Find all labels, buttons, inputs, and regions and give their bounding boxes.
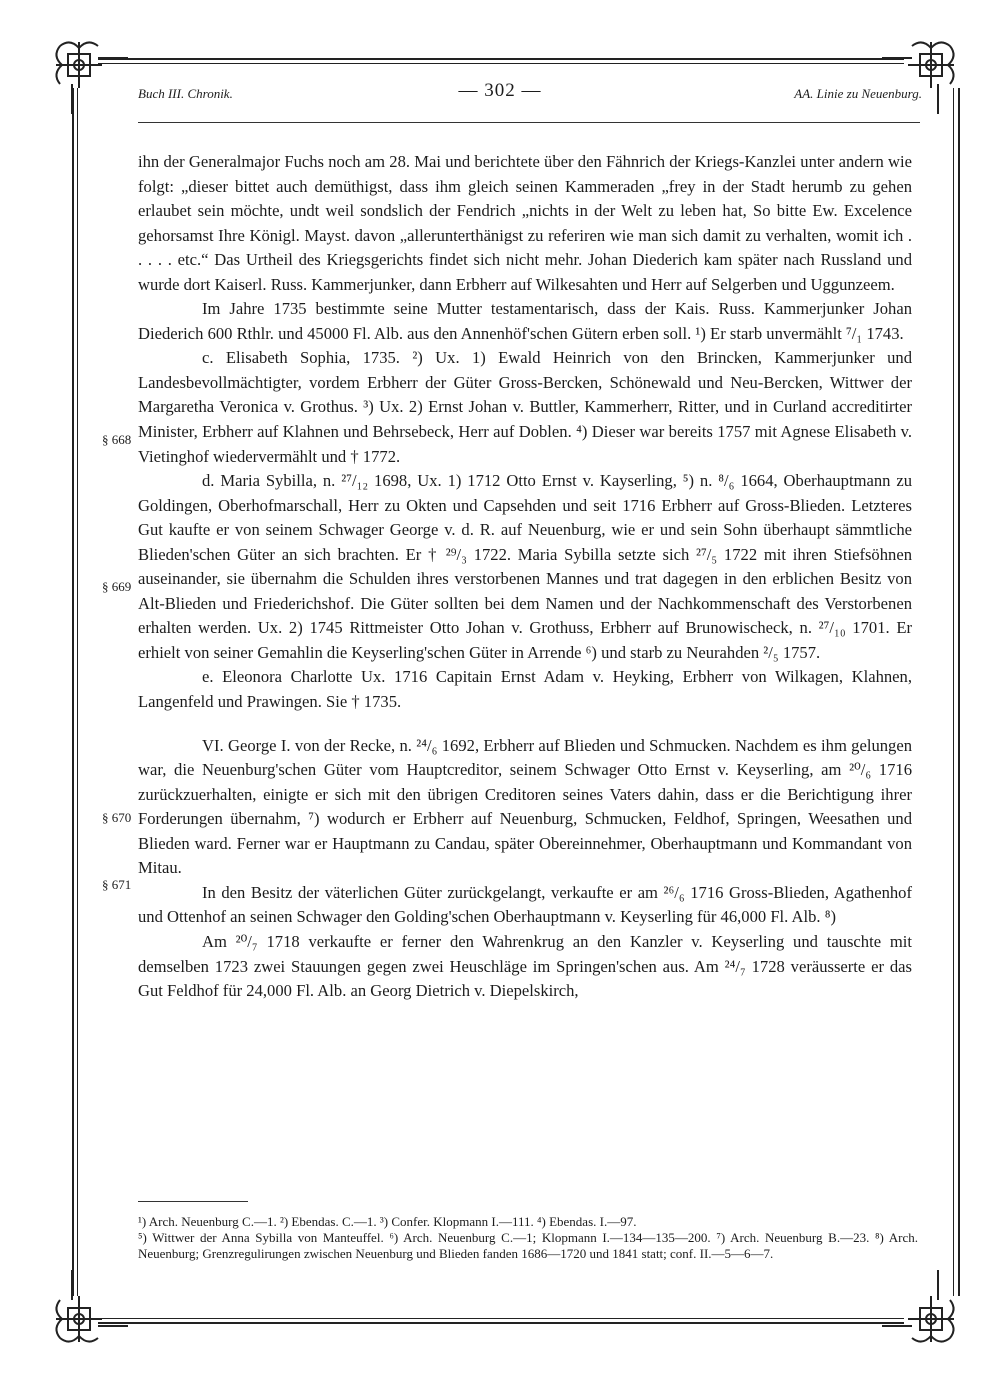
body-text (138, 150, 912, 1004)
frame-right-line (958, 88, 960, 1296)
frame-right-line-inner (953, 88, 954, 1296)
entry-george-von-der-recke: VI. George I. von der Recke, n. ²⁴/₆ 1692, Erbherr auf Blieden und Schmucken. Nachdem es ihm gelungen war, die Neuenburg'schen Güter vom Hauptcreditor, seinem Schwager Otto Ernst v. Keyserling, am ²⁰/₆ 1716 zurückzuerhalten, einigte er sich mit den übrigen Creditoren seines Vaters dahin, dass er die Berichtigung ihrer Forderungen übernahm, ⁷) wodurch er Erbherr auf Neuenburg, Schmucken, Feldhof, Springen, Weesathen und Blieden ward. Ferner war er Hauptmann zu Candau, später Obereinnehmer, Oberhauptmann und Kommandant von Mitau. (138, 735, 912, 878)
page-number: — 302 — (458, 80, 542, 101)
paragraph-wahrenkrug: Am ²⁰/₇ 1718 verkaufte er ferner den Wahrenkrug an den Kanzler v. Keyserling und tauschte mit demselben 1723 zwei Stauungen gegen zwei Heuschläge im Springen'schen aus. Am ²⁴/₇ 1728 veräusserte er das Gut Feldhof für 24,000 Fl. Alb. an Georg Dietrich v. Diepelskirch, (138, 931, 912, 1001)
entry-elisabeth-sophia: c. Elisabeth Sophia, 1735. ²) Ux. 1) Ewald Heinrich von den Brincken, Kammerjunker und Landesbevollmächtigter, vordem Erbherr der Güter Gross-Bercken, Schönewald und Neu-Bercken, Wittwer der Margaretha Veronica v. Grothus. ³) Ux. 2) Ernst Johan v. Buttler, Kammerherr, Ritter, und in Curland accreditirter Minister, Erbherr auf Klahnen und Behrsebeck, Herr auf Doblen. ⁴) Dieser war bereits 1757 mit Agnese Elisabeth v. Vietinghof wiedervermählt und † 1772. (138, 348, 912, 466)
corner-ornament-top-right (880, 36, 960, 116)
entry-eleonora-charlotte: e. Eleonora Charlotte Ux. 1716 Capitain Ernst Adam v. Heyking, Erbherr von Wilkagen, Klahnen, Langenfeld und Prawingen. Sie † 1735. (138, 667, 912, 712)
margin-note-671: § 671 (102, 877, 132, 892)
corner-ornament-top-left (50, 36, 130, 116)
footnote-rule (138, 1201, 248, 1202)
footnote-line-1: ¹) Arch. Neuenburg C.—1. ²) Ebendas. C.—1. ³) Confer. Klopmann I.—111. ⁴) Ebendas. I.—97. (138, 1214, 637, 1229)
paragraph-continuation: ihn der Generalmajor Fuchs noch am 28. Mai und berichtete über den Fähnrich der Kriegs-Kanzlei unter andern wie folgt: „dieser bittet auch demüthigst, dass ihm gleich seinen Kammeraden „frey in der Stadt herumb zu gehen erlaubet sein möchte, undt weil sondslich der Fendrich „nichts in der Welt zu leben hat, So bitte Ew. Excelence gehorsamst Ihre Königl. Mayst. davon „allerunterthänigst zu referiren wie man sich damit zu verhalten, womit ich . . . . . etc.“ Das Urtheil des Kriegsgerichts findet sich nicht mehr. Johan Diederich kam später nach Russland und wurde dort Kaiserl. Russ. Kammerjunker, dann Erbherr auf Wilkesahten und Herr auf Selgerben und Uggunzeem. (138, 152, 912, 294)
corner-ornament-bottom-left (50, 1268, 130, 1348)
margin-note-668: § 668 (102, 432, 132, 447)
frame-left-line (72, 88, 74, 1296)
frame-bottom-line-inner (98, 1318, 904, 1319)
frame-bottom-line (98, 1322, 904, 1324)
frame-top-line (98, 58, 904, 60)
entry-maria-sybilla: d. Maria Sybilla, n. ²⁷/₁₂ 1698, Ux. 1) 1712 Otto Ernst v. Kayserling, ⁵) n. ⁸/₆ 1664, Oberhauptmann zu Goldingen, Oberhofmarschall, Herr zu Okten und Capsehden und seit 1716 Erbherr auf Gross-Blieden. Letzteres Gut kaufte er von seinem Schwager George v. d. R. auf Neuenburg, wie er und sein Sohn überhaupt sämmtliche Blieden'schen Güter an sich brachten. Er † ²⁹/₃ 1722. Maria Sybilla setzte sich ²⁷/₅ 1722 mit ihren Stiefsöhnen auseinander, sie übernahm die Schulden ihres verstorbenen Mannes und trat dagegen in den erblichen Besitz von Alt-Blieden und Friederichshof. Die Güter sollten bei dem Namen und der Nachkommenschaft des Verstorbenen erhalten werden. Ux. 2) 1745 Rittmeister Otto Johan v. Grothuss, Erbherr auf Brunowischeck, n. ²⁷/₁₀ 1701. Er erhielt von seiner Gemahlin die Keyserling'schen Güter in Arrende ⁶) und starb zu Neurahden ²/₅ 1757. (138, 471, 912, 662)
paragraph-testament: Im Jahre 1735 bestimmte seine Mutter testamentarisch, dass der Kais. Russ. Kammerjunker Johan Diederich 600 Rthlr. und 45000 Fl. Alb. aus den Annenhöf'schen Gütern erben soll. ¹) Er starb unvermählt ⁷/₁ 1743. (138, 299, 912, 343)
running-head-right: AA. Linie zu Neuenburg. (794, 86, 922, 101)
paragraph-gueter-verkauf: In den Besitz der väterlichen Güter zurückgelangt, verkaufte er am ²⁶/₆ 1716 Gross-Blieden, Agathenhof und Ottenhof an seinen Schwager den Golding'schen Oberhauptmann v. Keyserling für 46,000 Fl. Alb. ⁸) (138, 882, 912, 927)
footnote-line-2: ⁵) Wittwer der Anna Sybilla von Manteuffel. ⁶) Arch. Neuenburg C.—1; Klopmann I.—134—135—200. ⁷) Arch. Neuenburg B.—23. ⁸) Arch. Neuenburg; Grenzregulirungen zwischen Neuenburg und Blieden fanden 1686—1720 und 1841 statt; conf. II.—5—6—7. (138, 1230, 918, 1261)
section-gap (138, 715, 912, 734)
corner-ornament-bottom-right (880, 1268, 960, 1348)
margin-note-670: § 670 (102, 810, 132, 825)
running-head-left: Buch III. Chronik. (138, 86, 233, 101)
margin-note-669: § 669 (102, 579, 132, 594)
header-rule (138, 122, 920, 123)
footnotes (138, 1214, 918, 1262)
frame-left-line-inner (77, 88, 78, 1296)
frame-top-line-inner (98, 63, 904, 64)
